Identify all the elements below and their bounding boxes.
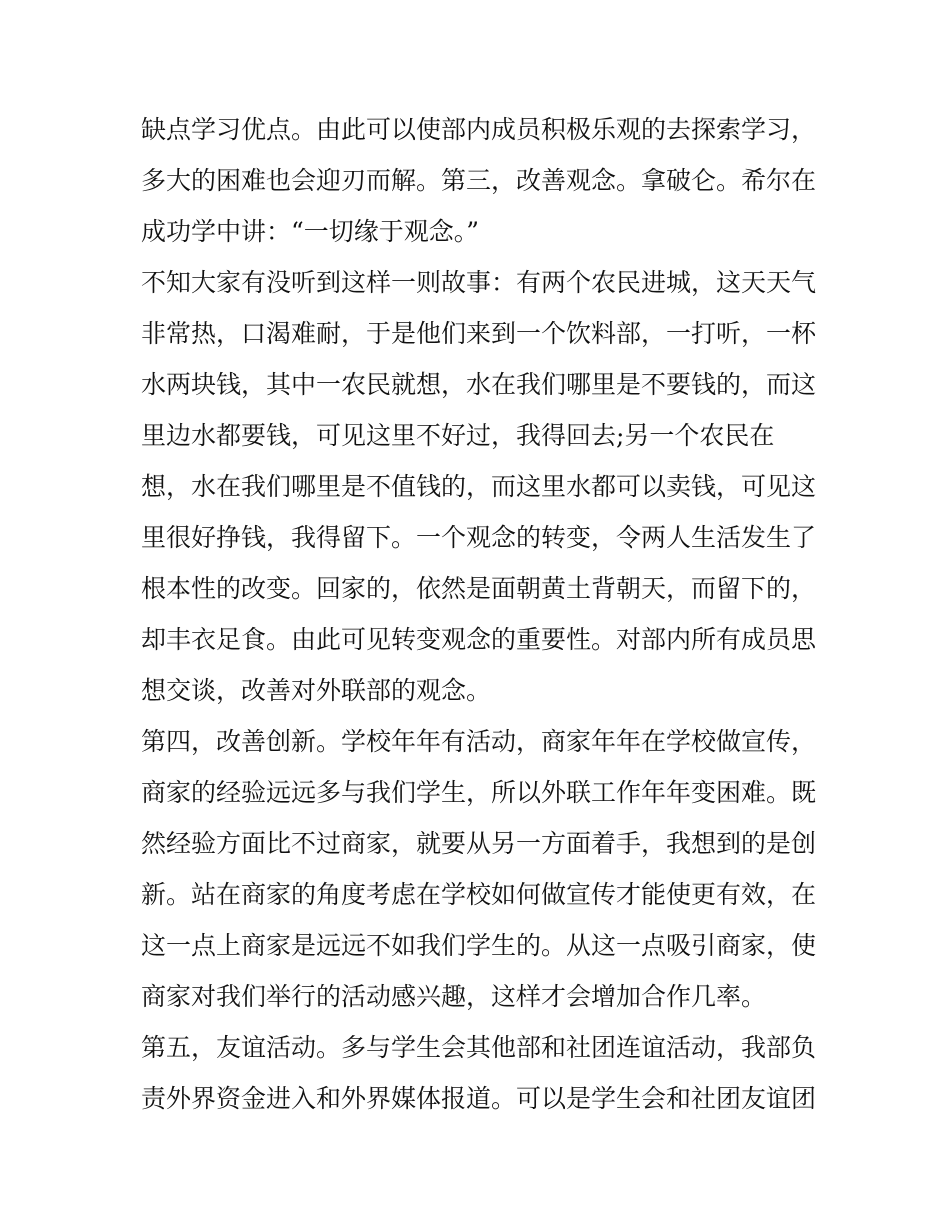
- text-line: 成功学中讲：“一切缘于观念。”: [141, 217, 480, 246]
- text-line: 新。站在商家的角度考虑在学校如何做宣传才能使更有效，在: [141, 880, 817, 909]
- text-line: 商家对我们举行的活动感兴趣，这样才会增加合作几率。: [141, 982, 767, 1011]
- text-line: 却丰衣足食。由此可见转变观念的重要性。对部内所有成员思: [141, 625, 817, 654]
- text-line: 商家的经验远远多与我们学生，所以外联工作年年变困难。既: [141, 778, 817, 807]
- text-line: 不知大家有没听到这样一则故事：有两个农民进城，这天天气: [141, 268, 817, 297]
- text-line: 水两块钱，其中一农民就想，水在我们哪里是不要钱的，而这: [141, 370, 817, 399]
- text-line: 责外界资金进入和外界媒体报道。可以是学生会和社团友谊团: [141, 1084, 817, 1113]
- text-line: 多大的困难也会迎刃而解。第三，改善观念。拿破仑。希尔在: [141, 166, 817, 195]
- text-line: 根本性的改变。回家的，依然是面朝黄土背朝天，而留下的，: [141, 574, 817, 603]
- text-line: 缺点学习优点。由此可以使部内成员积极乐观的去探索学习，: [141, 115, 817, 144]
- text-line: 想，水在我们哪里是不值钱的，而这里水都可以卖钱，可见这: [141, 472, 817, 501]
- text-line: 非常热，口渴难耐，于是他们来到一个饮料部，一打听，一杯: [141, 319, 817, 348]
- text-line: 这一点上商家是远远不如我们学生的。从这一点吸引商家，使: [141, 931, 817, 960]
- text-line: 然经验方面比不过商家，就要从另一方面着手，我想到的是创: [141, 829, 817, 858]
- text-line: 第五，友谊活动。多与学生会其他部和社团连谊活动，我部负: [141, 1033, 817, 1062]
- text-line: 想交谈，改善对外联部的观念。: [141, 676, 492, 705]
- body-text: [141, 104, 821, 1124]
- text-line: 第四，改善创新。学校年年有活动，商家年年在学校做宣传，: [141, 727, 817, 756]
- text-line: 里边水都要钱，可见这里不好过，我得回去;另一个农民在: [141, 421, 775, 450]
- text-line: 里很好挣钱，我得留下。一个观念的转变，令两人生活发生了: [141, 523, 817, 552]
